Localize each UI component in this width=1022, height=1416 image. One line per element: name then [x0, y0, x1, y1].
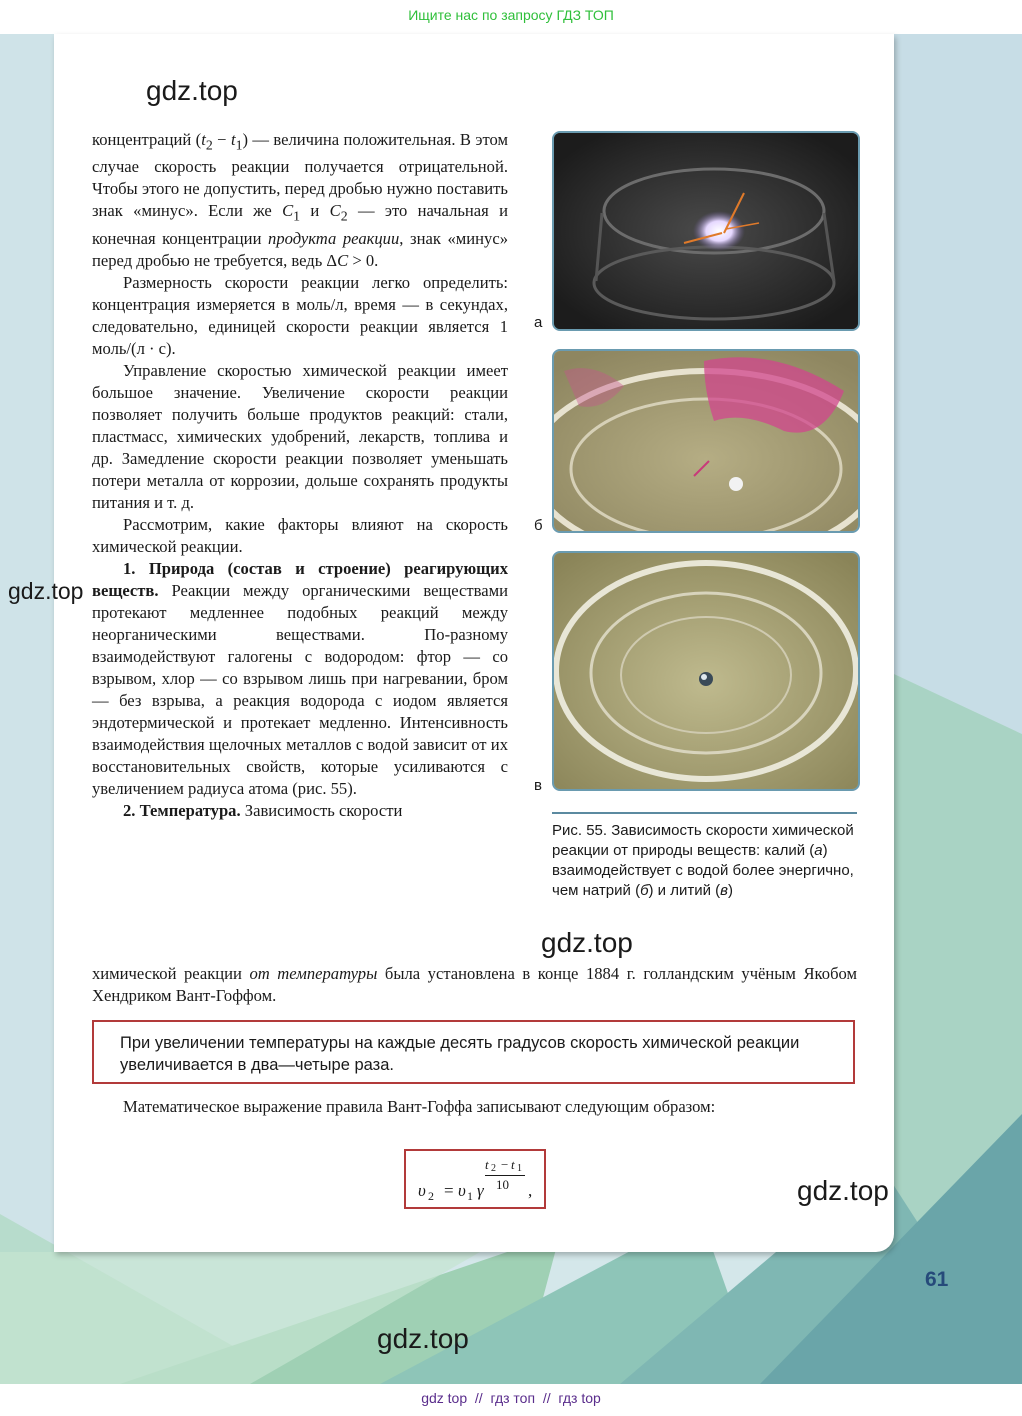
footer-text: gdz top // гдз топ // гдз top: [421, 1390, 601, 1406]
photo-label-b: б: [534, 517, 543, 534]
left-column-paragraph: концентраций $(t_2 - t_1)$ — величина положительная. В этом случае скорость реакции получается отрицательной. Чтобы этого не допустить, перед дробью нужно поставить знак «минус». Если же $C_1$ и $C_2$ — это начальная и конечная концентрации продукта реакции, знак «минус» перед дробью не требуется, ведь ΔC > 0.: [92, 130, 509, 270]
top-banner-text: Ищите нас по запросу ГДЗ ТОП: [408, 7, 614, 23]
formula-lhs: υ: [418, 1181, 426, 1200]
formula-exp-t1: t: [511, 1157, 515, 1172]
vant-hoff-formula: [404, 1149, 546, 1209]
math-intro-text: Математическое выражение правила Вант-Гоффа записывают следующим образом:: [123, 1097, 716, 1116]
formula-lhs-sub: 2: [428, 1189, 434, 1203]
watermark-right: gdz.top: [797, 1175, 889, 1206]
rule-text: При увеличении температуры на каждые десять градусов скорость химической реакции увеличивается в два—четыре раза.: [120, 1034, 800, 1074]
formula-gamma: γ: [477, 1181, 484, 1200]
photo-label-a: а: [534, 314, 543, 331]
left-column-paragraph: 1. Природа (состав и строение) реагирующих веществ. Реакции между органическими веществами протекают медленнее подобных реакций между неорганическими веществами. По-разному взаимодействуют галогены с водородом: фтор — со взрывом, хлор — со взрывом лишь при нагревании, бром — без взрыва, а реакция водорода с иодом является эндотермической и протекает медленно. Интенсивность взаимодействия щелочных металлов с водой зависит от их восстановительных свойств, которые усиливаются с увеличением радиуса атома (рис. 55).: [92, 558, 508, 798]
watermark-middle: gdz.top: [541, 927, 633, 958]
formula-comma: ,: [528, 1181, 533, 1200]
page-number: 61: [925, 1268, 949, 1291]
formula-exp-t1-sub: 1: [517, 1163, 522, 1174]
formula-rhs: υ: [458, 1181, 466, 1200]
photo-sodium: [552, 349, 860, 533]
caption-rule: [552, 812, 857, 814]
math-intro-paragraph: [92, 1096, 857, 1118]
formula-exp-minus: −: [501, 1157, 509, 1172]
watermark-top: gdz.top: [146, 75, 238, 106]
formula-exp-denominator: 10: [496, 1177, 509, 1192]
watermark-bottom: gdz.top: [377, 1323, 469, 1354]
left-column-paragraph: 2. Температура. Зависимость скорости: [123, 800, 403, 820]
photo-label-v: в: [534, 777, 542, 794]
formula-rhs-sub: 1: [467, 1189, 473, 1203]
left-column-text: [92, 129, 508, 822]
formula-fraction-bar: [485, 1175, 525, 1176]
formula-exp-t2-sub: 2: [491, 1163, 496, 1174]
top-banner: [0, 0, 1022, 34]
formula-exp-t2: t: [485, 1157, 489, 1172]
footer-bar: [0, 1384, 1022, 1416]
full-width-paragraph: [92, 963, 857, 1007]
photo-potassium: [552, 131, 860, 331]
left-column-paragraph: Управление скоростью химической реакции имеет большое значение. Увеличение скорости реакции позволяет получить больше продуктов реакций: стали, пластмасс, химических удобрений, лекарств, топлива и др. Замедление скорости реакции позволяет уменьшать потери металла от коррозии, дольше сохранять продукты питания и т. д.: [92, 360, 508, 512]
figure-caption: Рис. 55. Зависимость скорости химической реакции от природы веществ: калий (а) взаимодействует с водой более энергично, чем натрий (б) и литий (в): [552, 822, 854, 899]
rule-box: [92, 1020, 855, 1084]
left-column-paragraph: Рассмотрим, какие факторы влияют на скорость химической реакции.: [92, 514, 508, 556]
full-width-line: химической реакции от температуры была установлена в конце 1884 г. голландским учёным Якобом Хендриком Вант-Гоффом.: [92, 964, 857, 1005]
watermark-left: gdz.top: [8, 578, 84, 604]
left-column-paragraph: Размерность скорости реакции легко определить: концентрация измеряется в моль/л, время — в секундах, следовательно, единицей скорости реакции является 1 моль/(л · с).: [92, 272, 508, 358]
photo-lithium: [552, 551, 860, 791]
formula-equals: =: [444, 1181, 454, 1200]
